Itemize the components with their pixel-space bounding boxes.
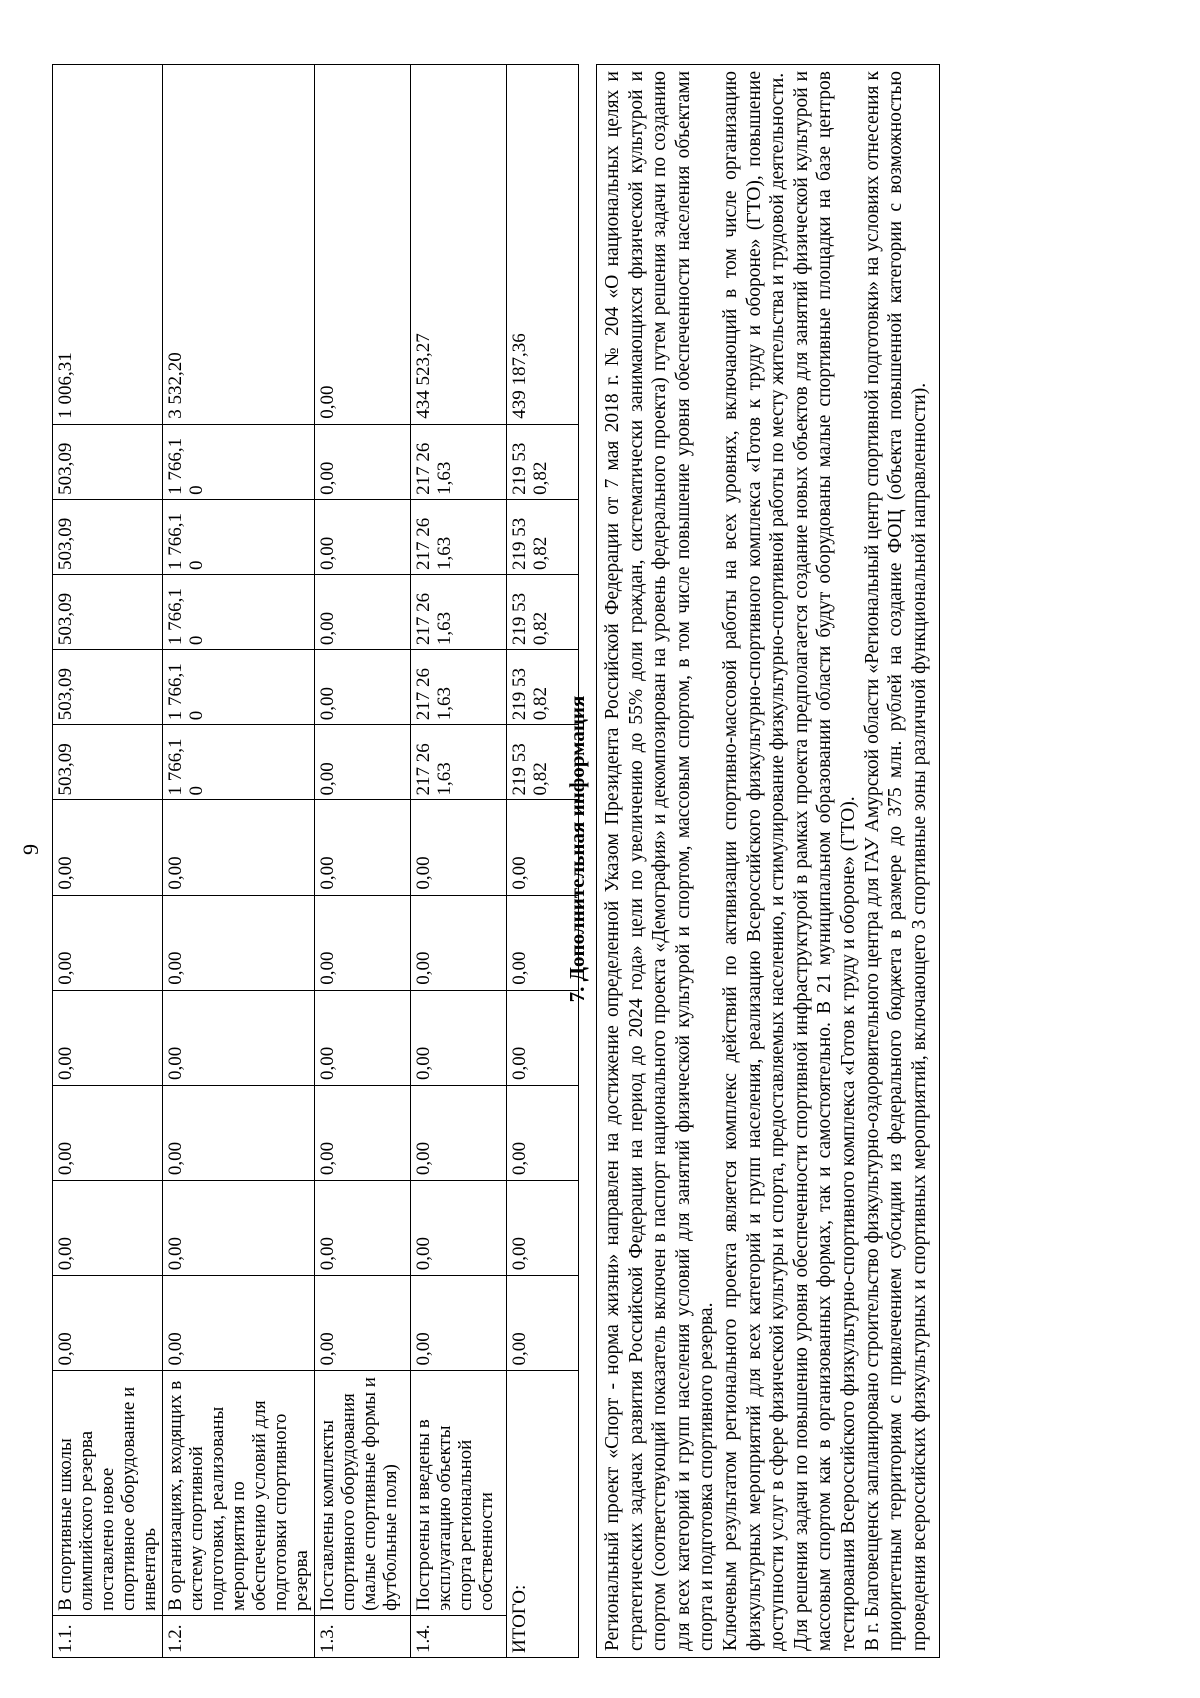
value-cell: 0,00: [315, 650, 411, 725]
value-cell: 217 261,63: [411, 725, 507, 800]
value-cell: 1 766,10: [163, 424, 315, 499]
row-name-cell: В организациях, входящих в систему спортивной подготовки, реализованы мероприятия по обеспечению условий для подготовки спортивного резерва: [163, 1371, 315, 1615]
value-cell: 0,00: [53, 1085, 163, 1180]
row-number-cell: ИТОГО:: [507, 1371, 579, 1658]
value-cell: 219 530,82: [507, 650, 579, 725]
info-paragraph: Региональный проект «Спорт - норма жизни» направлен на достижение определенной Указом Президента Российской Федерации от 7 мая 2018 г. № 204 «О национальных целях и стратегических задачах развития Российской Федерации на период до 2024 года» цели по увеличению до 55% доли граждан, систематически занимающихся физической культурой и спортом (соответствующий показатель включен в паспорт национального проекта «Демография» и декомпозирован на уровень федерального проекта) путем решения задачи по созданию для всех категорий и групп населения условий для занятий физической культурой и спортом, массовым спортом, в том числе повышение уровня обеспеченности населения объектами спорта и подготовка спортивного резерва.: [602, 71, 718, 1651]
value-cell: 0,00: [315, 424, 411, 499]
value-cell: 0,00: [411, 1276, 507, 1371]
page-number: 9: [18, 844, 43, 855]
value-cell: 3 532,20: [163, 65, 315, 425]
value-cell: 0,00: [163, 1085, 315, 1180]
value-cell: 0,00: [507, 800, 579, 895]
value-cell: 0,00: [411, 1085, 507, 1180]
row-name-cell: Поставлены комплекты спортивного оборудования (малые спортивные формы и футбольные поля): [315, 1371, 411, 1615]
value-cell: 217 261,63: [411, 650, 507, 725]
row-name-cell: В спортивные школы олимпийского резерва поставлено новое спортивное оборудование и инвентарь: [53, 1371, 163, 1615]
row-number-cell: 1.1.: [53, 1615, 163, 1657]
value-cell: 0,00: [411, 990, 507, 1085]
info-paragraph: В г. Благовещенск запланировано строительство физкультурно-оздоровительного центра для ГАУ Амурской области «Региональный центр спортивной подготовки» на условиях отнесения к приоритетным территориям с привлечением субсидии из федерального бюджета в размере до 375 млн. рублей на создание ФОЦ (объекта повышенной категории с возможностью проведения всероссийских физкультурных и спортивных мероприятий, включающего 3 спортивные зоны различной функциональной направленности).: [861, 71, 930, 1651]
row-number-cell: 1.4.: [411, 1615, 507, 1657]
value-cell: 0,00: [315, 65, 411, 425]
value-cell: 0,00: [411, 1181, 507, 1276]
value-cell: 503,09: [53, 575, 163, 650]
value-cell: 219 530,82: [507, 499, 579, 574]
value-cell: 219 530,82: [507, 424, 579, 499]
table-body: [53, 65, 579, 1658]
value-cell: 219 530,82: [507, 725, 579, 800]
row-number-cell: 1.3.: [315, 1615, 411, 1657]
value-cell: 0,00: [53, 1276, 163, 1371]
value-cell: 0,00: [53, 1181, 163, 1276]
value-cell: 503,09: [53, 424, 163, 499]
value-cell: 0,00: [163, 990, 315, 1085]
table-row: [163, 65, 315, 1658]
value-cell: 503,09: [53, 650, 163, 725]
value-cell: 0,00: [163, 895, 315, 990]
section-title: 7. Дополнительная информация: [565, 695, 589, 1003]
value-cell: 217 261,63: [411, 424, 507, 499]
value-cell: 503,09: [53, 725, 163, 800]
value-cell: 0,00: [507, 1181, 579, 1276]
value-cell: 503,09: [53, 499, 163, 574]
value-cell: 1 766,10: [163, 499, 315, 574]
value-cell: 217 261,63: [411, 499, 507, 574]
value-cell: 0,00: [411, 800, 507, 895]
value-cell: 1 006,31: [53, 65, 163, 425]
table-row: [315, 65, 411, 1658]
value-cell: 434 523,27: [411, 65, 507, 425]
value-cell: 0,00: [507, 990, 579, 1085]
value-cell: 0,00: [315, 895, 411, 990]
value-cell: 1 766,10: [163, 650, 315, 725]
value-cell: 0,00: [53, 990, 163, 1085]
value-cell: 0,00: [315, 575, 411, 650]
value-cell: 0,00: [315, 800, 411, 895]
value-cell: 0,00: [53, 895, 163, 990]
value-cell: 1 766,10: [163, 575, 315, 650]
value-cell: 0,00: [315, 1276, 411, 1371]
value-cell: 0,00: [315, 1181, 411, 1276]
value-cell: 0,00: [507, 1276, 579, 1371]
value-cell: 0,00: [411, 895, 507, 990]
value-cell: 0,00: [53, 800, 163, 895]
info-paragraph: Ключевым результатом регионального проекта является комплекс действий по активизации спортивно-массовой работы на всех уровнях, включающий в том числе организацию физкультурных мероприятий для всех категорий и групп населения, реализацию Всероссийского физкультурно-спортивного комплекса «Готов к труду и обороне» (ГТО), повышение доступности услуг в сфере физической культуры и спорта, предоставляемых населению, и стимулирование физкультурно-спортивной работы по месту жительства и трудовой деятельности.: [719, 71, 789, 1651]
value-cell: 1 766,10: [163, 725, 315, 800]
value-cell: 0,00: [163, 1276, 315, 1371]
table-row: [53, 65, 163, 1658]
row-name-cell: Построены и введены в эксплуатацию объекты спорта региональной собственности: [411, 1371, 507, 1615]
table-row: [411, 65, 507, 1658]
value-cell: 0,00: [163, 800, 315, 895]
value-cell: 0,00: [315, 1085, 411, 1180]
row-number-cell: 1.2.: [163, 1615, 315, 1657]
value-cell: 0,00: [315, 725, 411, 800]
value-cell: 439 187,36: [507, 65, 579, 425]
additional-info-box: [596, 64, 940, 1658]
value-cell: 0,00: [315, 499, 411, 574]
value-cell: 0,00: [507, 1085, 579, 1180]
value-cell: 0,00: [163, 1181, 315, 1276]
value-cell: 219 530,82: [507, 575, 579, 650]
finance-table: [52, 64, 579, 1658]
value-cell: 217 261,63: [411, 575, 507, 650]
value-cell: 0,00: [315, 990, 411, 1085]
info-paragraph: Для решения задачи по повышению уровня обеспеченности спортивной инфраструктурой в рамках проекта предполагается создание новых объектов для занятий физической культурой и массовым спортом как в организованных формах, так и самостоятельно. В 21 муниципальном образовании области будут оборудованы малые спортивные площадки на базе центров тестирования Всероссийского физкультурно-спортивного комплекса «Готов к труду и обороне» (ГТО).: [790, 71, 859, 1651]
value-cell: 0,00: [507, 895, 579, 990]
